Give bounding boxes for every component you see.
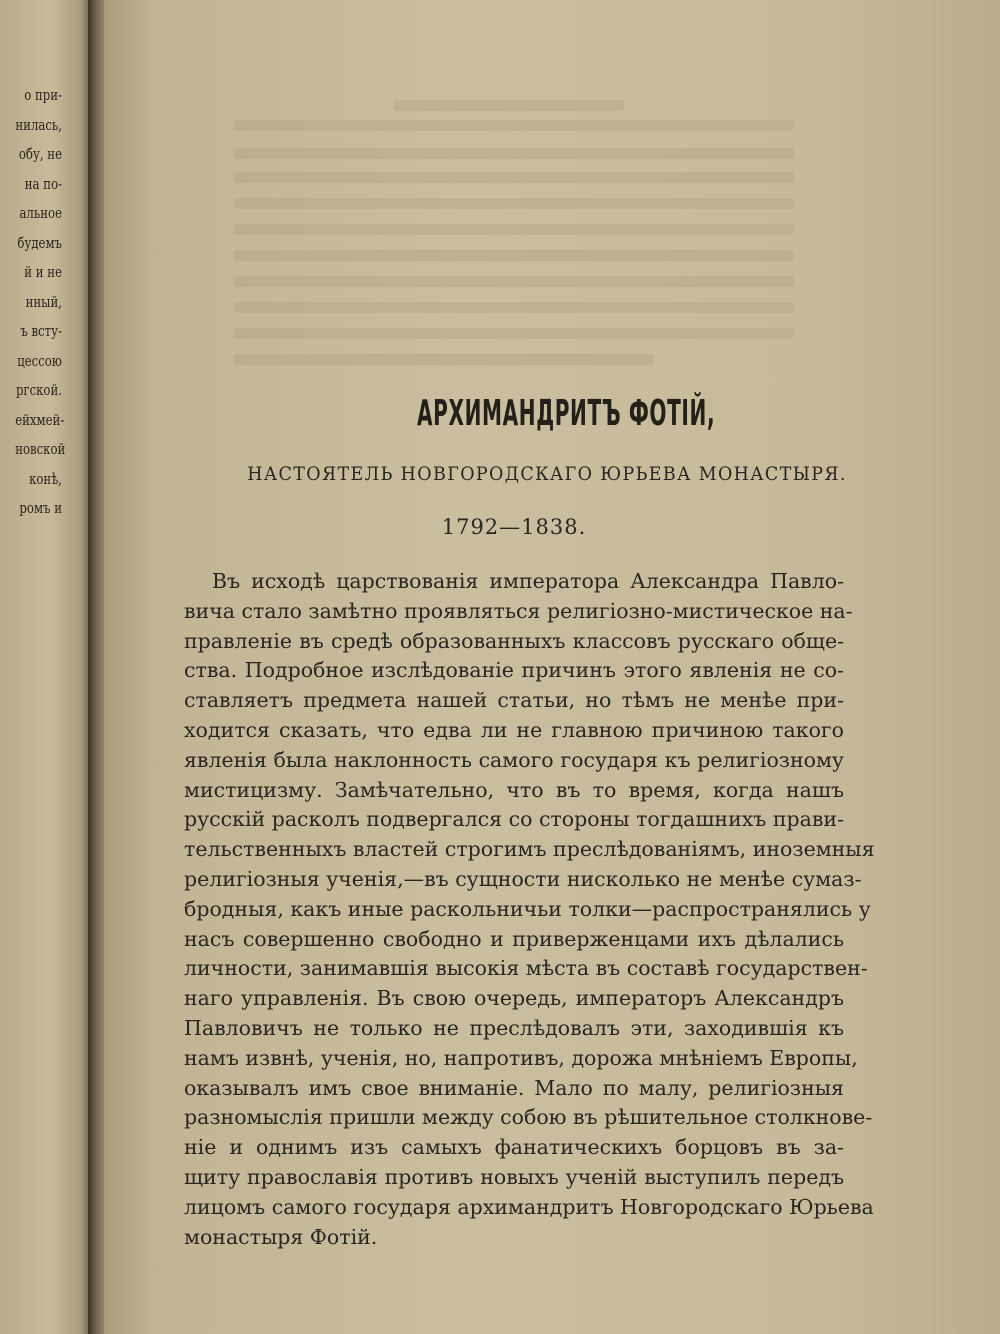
paragraph-line: Павловичъ не только не преслѣдовалъ эти, заходившія къ — [184, 1015, 844, 1040]
article-title: АРХИМАНДРИТЪ ФОТІЙ, — [417, 393, 716, 434]
paragraph-line: Въ исходѣ царствованія императора Александра Павло- — [212, 569, 844, 593]
left-page-fragment: нилась, — [15, 115, 62, 134]
paragraph-line: явленія была наклонность самого государя къ религіозному — [184, 747, 844, 772]
left-page-fragment: й и не — [24, 263, 62, 281]
left-page-fragment: обу, не — [18, 145, 62, 163]
paragraph-line: русскій расколъ подвергался со стороны тогдашнихъ прави- — [184, 807, 844, 832]
left-page-fragment: ейхмей- — [15, 410, 65, 429]
paragraph-line: монастыря Фотій. — [184, 1224, 378, 1249]
left-page-fragment: ргской. — [15, 381, 62, 399]
paragraph-line: бродныя, какъ иные раскольничьи толки—распространялись у — [184, 896, 871, 921]
paragraph-line: намъ извнѣ, ученія, но, напротивъ, дорожа мнѣніемъ Европы, — [184, 1045, 858, 1070]
left-page-fragment: конѣ, — [29, 469, 62, 488]
left-page-fragment: альное — [19, 204, 62, 222]
paragraph-line: ніе и однимъ изъ самыхъ фанатическихъ борцовъ въ за- — [184, 1135, 844, 1160]
paragraph-line: насъ совершенно свободно и приверженцами ихъ дѣлались — [184, 926, 844, 951]
article-years: 1792—1838. — [441, 515, 587, 539]
paragraph-line: оказывалъ имъ свое вниманіе. Мало по малу, религіозныя — [184, 1075, 844, 1100]
article-body — [184, 567, 875, 1252]
paragraph-line: личности, занимавшія высокія мѣста въ составѣ государствен- — [184, 956, 868, 981]
paragraph-line: лицомъ самого государя архимандритъ Новгородскаго Юрьева — [184, 1194, 874, 1219]
left-page — [0, 0, 92, 1334]
paragraph-line: мистицизму. Замѣчательно, что въ то время, когда нашъ — [184, 777, 844, 802]
paragraph-line: ставляетъ предмета нашей статьи, но тѣмъ не менѣе при- — [184, 688, 844, 713]
paragraph-line: ходится сказать, что едва ли не главною причиною такого — [184, 717, 844, 742]
left-page-fragment: цессою — [17, 351, 62, 370]
left-page-fragment: на по- — [24, 174, 62, 193]
left-page-fragment: новской — [15, 440, 66, 458]
left-page-fragment: ъ всту- — [20, 322, 62, 340]
paragraph-line: разномыслія пришли между собою въ рѣшительное столкнове- — [184, 1105, 873, 1130]
right-page — [104, 0, 1000, 1334]
left-page-fragment: будемъ — [17, 233, 62, 252]
paragraph-line: тельственныхъ властей строгимъ преслѣдованіямъ, иноземныя — [184, 837, 875, 862]
paragraph-line: религіозныя ученія,—въ сущности нисколько не менѣе сумаз- — [184, 866, 862, 891]
left-page-fragment: ромъ и — [19, 499, 63, 517]
paragraph-line: правленіе въ средѣ образованныхъ классовъ русскаго обще- — [184, 628, 844, 653]
left-page-fragment: нный, — [25, 292, 62, 311]
paragraph-line: ства. Подробное изслѣдованіе причинъ этого явленія не со- — [184, 658, 844, 683]
left-page-fragment: о при- — [24, 86, 62, 104]
paragraph-line: вича стало замѣтно проявляться религіозно-мистическое на- — [184, 598, 853, 623]
paragraph-line: щиту православія противъ новыхъ ученій выступилъ передъ — [184, 1164, 844, 1189]
article-subtitle: НАСТОЯТЕЛЬ НОВГОРОДСКАГО ЮРЬЕВА МОНАСТЫРЯ. — [247, 463, 847, 485]
paragraph-line: наго управленія. Въ свою очередь, императоръ Александръ — [184, 986, 844, 1011]
